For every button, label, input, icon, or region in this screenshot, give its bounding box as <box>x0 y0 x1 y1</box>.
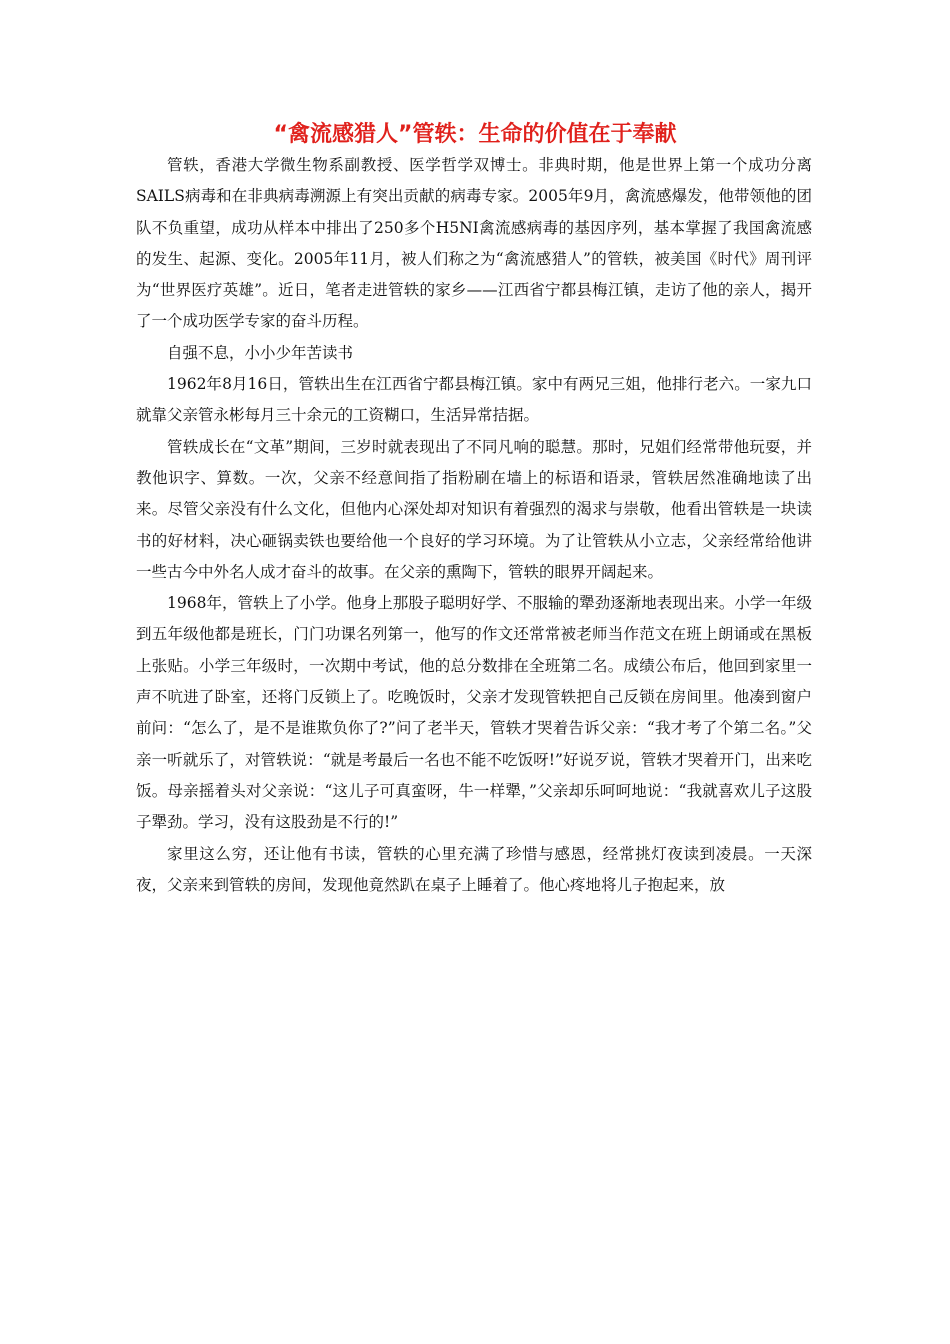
paragraph-childhood: 管轶成长在“文革”期间，三岁时就表现出了不同凡响的聪慧。那时，兄姐们经常带他玩耍，并教他识字、算数。一次，父亲不经意间指了指粉刷在墙上的标语和语录，管轶居然准确地读了出来。尽管父亲没有什么文化，但他内心深处却对知识有着强烈的渴求与崇敬，他看出管轶是一块读书的好材料，决心砸锅卖铁也要给他一个良好的学习环境。为了让管轶从小立志，父亲经常给他讲一些古今中外名人成才奋斗的故事。在父亲的熏陶下，管轶的眼界开阔起来。 <box>136 437 812 581</box>
paragraph-intro: 管轶，香港大学微生物系副教授、医学哲学双博士。非典时期，他是世界上第一个成功分离SAILS病毒和在非典病毒溯源上有突出贡献的病毒专家。2005年9月，禽流感爆发，他带领他的团队不负重望，成功从样本中排出了250多个H5NI禽流感病毒的基因序列，基本掌握了我国禽流感的发生、起源、变化。2005年11月，被人们称之为“禽流感猎人”的管轶，被美国《时代》周刊评为“世界医疗英雄”。近日，笔者走进管轶的家乡——江西省宁都县梅江镇，走访了他的亲人，揭开了一个成功医学专家的奋斗历程。 <box>136 156 812 331</box>
article-body <box>136 150 812 901</box>
section-heading: 自强不息，小小少年苦读书 <box>167 343 354 362</box>
article-title: “禽流感猎人”管轶：生命的价值在于奉献 <box>273 122 677 147</box>
paragraph-night-study: 家里这么穷，还让他有书读，管轶的心里充满了珍惜与感恩，经常挑灯夜读到凌晨。一天深夜，父亲来到管轶的房间，发现他竟然趴在桌子上睡着了。他心疼地将儿子抱起来，放 <box>136 844 812 894</box>
paragraph-birth: 1962年8月16日，管轶出生在江西省宁都县梅江镇。家中有两兄三姐，他排行老六。一家九口就靠父亲管永彬每月三十余元的工资糊口，生活异常拮据。 <box>136 375 812 425</box>
paragraph-school: 1968年，管轶上了小学。他身上那股子聪明好学、不服输的犟劲逐渐地表现出来。小学一年级到五年级他都是班长，门门功课名列第一，他写的作文还常常被老师当作范文在班上朗诵或在黑板上张贴。小学三年级时，一次期中考试，他的总分数排在全班第二名。成绩公布后，他回到家里一声不吭进了卧室，还将门反锁上了。吃晚饭时，父亲才发现管轶把自己反锁在房间里。他凑到窗户前问：“怎么了，是不是谁欺负你了?”问了老半天，管轶才哭着告诉父亲：“我才考了个第二名。”父亲一听就乐了，对管轶说：“就是考最后一名也不能不吃饭呀!”好说歹说，管轶才哭着开门，出来吃饭。母亲摇着头对父亲说：“这儿子可真蛮呀，牛一样犟，”父亲却乐呵呵地说：“我就喜欢儿子这股子犟劲。学习，没有这股劲是不行的!” <box>136 594 812 832</box>
